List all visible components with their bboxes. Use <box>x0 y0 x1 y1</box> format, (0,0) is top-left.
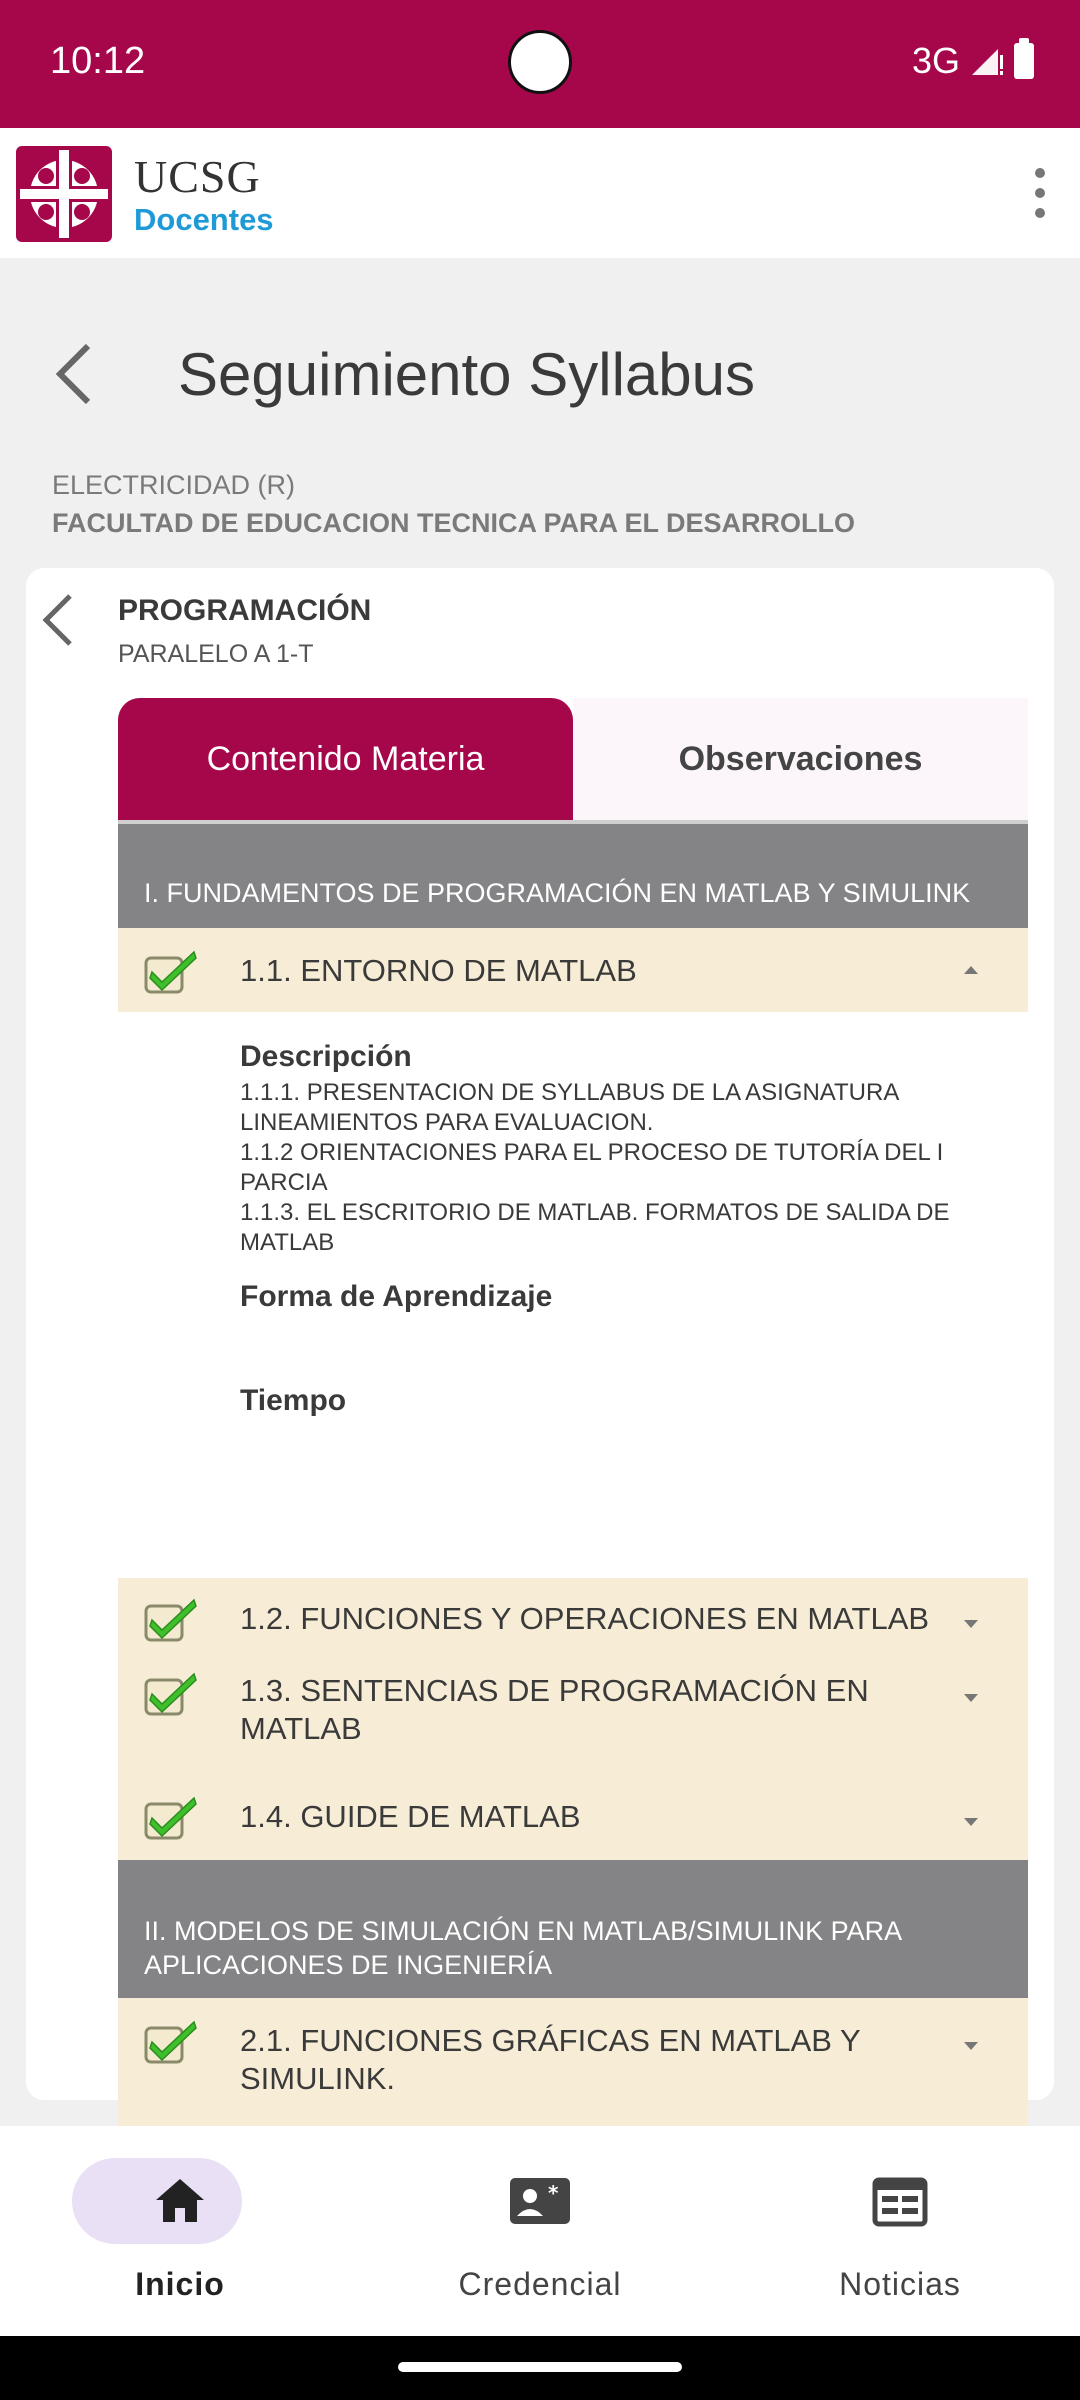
more-vert-icon[interactable] <box>1028 168 1052 218</box>
ucsg-logo <box>16 146 112 242</box>
topic-row[interactable] <box>118 1998 1028 2122</box>
bottom-navigation <box>0 2126 1080 2336</box>
collapse-icon[interactable] <box>964 966 978 974</box>
checkbox-checked-icon[interactable] <box>144 1670 198 1716</box>
expand-icon[interactable] <box>964 1818 978 1826</box>
nav-inicio[interactable] <box>0 2126 360 2336</box>
topic-label: 1.1. ENTORNO DE MATLAB <box>240 953 637 988</box>
topic-row[interactable] <box>118 928 1028 1012</box>
nav-noticias[interactable] <box>720 2126 1080 2336</box>
home-handle[interactable] <box>398 2362 682 2372</box>
home-icon <box>154 2176 206 2224</box>
cross-logo-icon <box>16 146 112 242</box>
unit-header: I. FUNDAMENTOS DE PROGRAMACIÓN EN MATLAB Y SIMULINK <box>118 824 1028 928</box>
syllabus-card <box>26 568 1054 2100</box>
brand-subtitle: Docentes <box>134 202 274 237</box>
tab-observaciones[interactable]: Observaciones <box>573 698 1028 820</box>
description-text <box>240 1078 980 1258</box>
battery-icon <box>1014 43 1034 79</box>
description-label: Descripción <box>240 1040 412 1073</box>
description-value: 1.1.1. PRESENTACION DE SYLLABUS DE LA ASIGNATURA LINEAMIENTOS PARA EVALUACION. 1.1.2 ORIENTACIONES PARA EL PROCESO DE TUTORÍA DEL I PARCIA 1.1.3. EL ESCRITORIO DE MATLAB. FORMATOS DE SALIDA DE MATLAB <box>240 1079 950 1256</box>
subject-name: ELECTRICIDAD (R) <box>52 470 296 500</box>
course-parallel: PARALELO A 1-T <box>118 640 314 668</box>
back-arrow-icon[interactable] <box>50 340 98 408</box>
checkbox-checked-icon[interactable] <box>144 1794 198 1840</box>
status-icons <box>912 40 1034 82</box>
topic-row[interactable] <box>118 1784 1028 1860</box>
tab-contenido-materia[interactable]: Contenido Materia <box>118 698 573 820</box>
expand-icon[interactable] <box>964 2042 978 2050</box>
topic-label: 1.2. FUNCIONES Y OPERACIONES EN MATLAB <box>240 1601 930 1636</box>
checkbox-checked-icon[interactable] <box>144 1596 198 1642</box>
brand-name: UCSG <box>134 151 261 202</box>
topic-row[interactable] <box>118 1578 1028 1664</box>
topic-row[interactable] <box>118 1664 1028 1784</box>
page-title: Seguimiento Syllabus <box>178 341 756 408</box>
course-name: PROGRAMACIÓN <box>118 594 372 627</box>
status-time: 10:12 <box>50 40 146 82</box>
checkbox-checked-icon[interactable] <box>144 948 198 994</box>
newspaper-icon <box>872 2176 928 2226</box>
contact-card-icon <box>508 2176 572 2226</box>
nav-credencial[interactable] <box>360 2126 720 2336</box>
card-back-arrow-icon[interactable] <box>40 592 76 648</box>
expand-icon[interactable] <box>964 1694 978 1702</box>
learning-form-label: Forma de Aprendizaje <box>240 1280 553 1313</box>
svg-text:*: * <box>548 2181 559 2205</box>
nav-label: Noticias <box>839 2266 961 2302</box>
brand <box>134 151 274 238</box>
nav-label: Credencial <box>458 2266 622 2302</box>
topic-label: 1.4. GUIDE DE MATLAB <box>240 1799 581 1834</box>
topic-label: 2.1. FUNCIONES GRÁFICAS EN MATLAB Y SIMULINK. <box>240 2023 861 2096</box>
network-type: 3G <box>911 40 960 81</box>
faculty-name: FACULTAD DE EDUCACION TECNICA PARA EL DESARROLLO <box>52 508 855 538</box>
camera-cutout <box>508 30 572 94</box>
time-label: Tiempo <box>240 1384 347 1417</box>
topic-label: 1.3. SENTENCIAS DE PROGRAMACIÓN EN MATLAB <box>240 1673 869 1746</box>
app-header <box>0 128 1080 258</box>
syllabus-content <box>118 824 1028 2202</box>
tab-bar <box>118 698 1028 824</box>
nav-label: Inicio <box>135 2266 225 2302</box>
status-bar <box>0 0 1080 128</box>
checkbox-checked-icon[interactable] <box>144 2018 198 2064</box>
topic-details <box>118 1012 1028 1578</box>
signal-icon <box>970 45 1004 77</box>
gesture-bar <box>0 2336 1080 2400</box>
unit-header: II. MODELOS DE SIMULACIÓN EN MATLAB/SIMULINK PARA APLICACIONES DE INGENIERÍA <box>118 1860 1028 1998</box>
expand-icon[interactable] <box>964 1620 978 1628</box>
